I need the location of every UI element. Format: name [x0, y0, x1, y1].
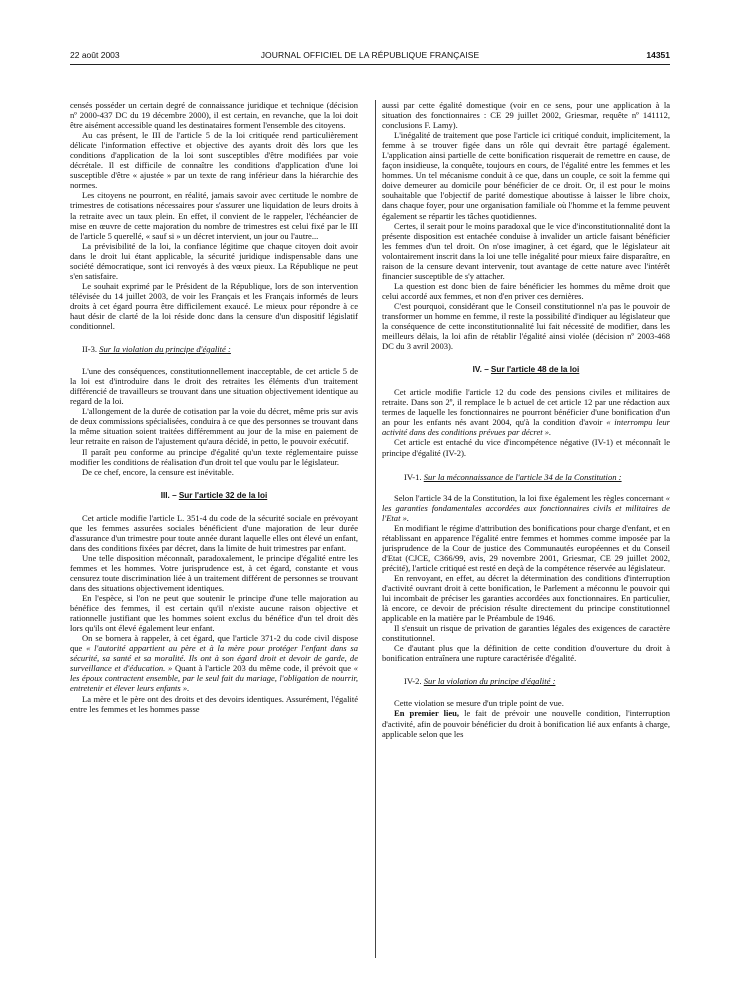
paragraph: censés posséder un certain degré de connaissance juridique et technique (décision nº 2000-437 DC du 19 décembre 2000), il est certain, en revanche, que la loi doit être aisément accessible quand les destinataires forment l'ensemble des citoyens. — [70, 100, 358, 131]
quote: « l'autorité appartient au père et à la mère pour protéger l'enfant dans sa sécurité, sa santé et sa moralité. Ils ont à son égard droit et devoir de garde, de surveillance et d'éducation. » — [70, 643, 358, 674]
paragraph: aussi par cette égalité domestique (voir en ce sens, pour une application à la situation des fonctionnaires : CE 29 juillet 2002, Griesmar, requête nº 141112, conclusions F. Lamy). — [382, 100, 670, 131]
paragraph: En modifiant le régime d'attribution des bonifications pour charge d'enfant, et en rétablissant en apparence l'égalité entre femmes et hommes comme imposée par la jurisprudence de la Cour de justice des Communautés européennes et du Conseil d'Etat (CJCE, C366/99, avis, 29 novembre 2001, Griesmar, CE 29 juillet 2002, précité), l'article critiqué est resté en deçà de la compétence réservée au législateur. — [382, 522, 670, 573]
section-number: IV. – — [472, 365, 489, 375]
left-column — [70, 100, 358, 960]
paragraph: La prévisibilité de la loi, la confiance légitime que chaque citoyen doit avoir dans le droit lui étant applicable, la sécurité juridique indispensable dans une société démocratique, sont ici renvoyés à des vœux pieux. La République ne peut s'en satisfaire. — [70, 240, 358, 281]
paragraph: L'une des conséquences, constitutionnellement inacceptable, de cet article 5 de la loi est d'introduire dans le droit des retraites les éléments d'un traitement différencié de travailleurs se trouvant dans une situation objectivement identique au regard de la loi. — [70, 366, 358, 407]
quote: « les époux contractent ensemble, par le seul fait du mariage, l'obligation de nourrir, entretenir et élever leurs enfants ». — [70, 663, 358, 694]
paragraph: En renvoyant, en effet, au décret la détermination des conditions d'interruption d'activité ouvrant droit à cette bonification, le Parlement a méconnu le pouvoir qui lui incombait de préciser les garanties accordées aux fonctionnaires. En particulier, là encore, ce devoir de précision résulte directement du principe constitutionnel applicable en la matière par le Préambule de 1946. — [382, 572, 670, 624]
paragraph: Les citoyens ne pourront, en réalité, jamais savoir avec certitude le nombre de trimestres de cotisations nécessaires pour s'assurer une liquidation de leurs droits à la retraite avec un taux plein. En effet, il convient de le rappeler, l'échéancier de mise en œuvre de cette majoration du nombre de trimestres est celui fixé par le III de l'article 5 querellé, « sauf si » un décret intervient, un jour ou l'autre... — [70, 190, 358, 241]
section-heading-ii3 — [70, 344, 358, 354]
paragraph: C'est pourquoi, considérant que le Conseil constitutionnel n'a pas le pouvoir de transformer un homme en femme, il reste la possibilité d'indiquer au législateur que la conséquence de cette inconstitutionnalité lui fait nécessité de modifier, dans les meilleurs délais, la loi afin de rétablir l'égalité ainsi violée (décision nº 2003-468 DC du 3 avril 2003). — [382, 300, 670, 352]
section-heading-iii — [70, 490, 358, 501]
section-number: II-3. — [82, 344, 98, 355]
paragraph: De ce chef, encore, la censure est inévitable. — [82, 466, 234, 477]
header-page-number: 14351 — [646, 50, 670, 60]
header-journal-title: JOURNAL OFFICIEL DE LA RÉPUBLIQUE FRANÇAISE — [260, 50, 480, 60]
section-heading-iv2 — [382, 676, 670, 686]
paragraph: Le souhait exprimé par le Président de la République, lors de son intervention télévisée du 14 juillet 2003, de voir les Français et les Français informés de leurs droits à cet égard pourra être difficilement exaucé. Le mieux pour répondre à ce haut désir de clarté de la loi réside donc dans la censure d'un dispositif législatif conditionnel. — [70, 280, 358, 332]
paragraph: En l'espèce, si l'on ne peut que soutenir le principe d'une telle majoration au bénéfice des femmes, il est certain qu'il n'existe aucune raison objective et rationnelle justifiant que les hommes soient exclus du bénéfice d'un tel droit dès lors qu'ils ont élevé également leur enfant. — [70, 593, 358, 634]
section-number: III. – — [160, 490, 177, 500]
paragraph: L'allongement de la durée de cotisation par la voie du décret, même pris sur avis de deux commissions spécialisées, conduira à ce que des personnes se trouvant dans la même situation soient traitées différemment au jour de la mise en paiement de leur retraite en raison de l'ajustement qu'aura décidé, in petto, le pouvoir exécutif. — [70, 406, 358, 447]
paragraph — [70, 633, 358, 693]
paragraph: Cette violation se mesure d'un triple point de vue. — [394, 698, 564, 709]
paragraph: Certes, il serait pour le moins paradoxal que le vice d'inconstitutionnalité dont la présente disposition est entachée conduise à invalider un article faisant bénéficier les femmes d'un tel droit. On n'ose imaginer, à cet égard, que le législateur ait volontairement inscrit dans la loi une telle inégalité pour mieux faire disparaître, en raison de la censure devant intervenir, tout avantage de cette nature avec l'intérêt financier susceptible de s'y attacher. — [382, 220, 670, 281]
paragraph: Cet article est entaché du vice d'incompétence négative (IV-1) et méconnaît le principe d'égalité (IV-2). — [382, 437, 670, 458]
page-header — [70, 50, 670, 64]
right-column — [382, 100, 670, 960]
section-heading-iv1 — [382, 472, 670, 482]
quote: « interrompu leur activité dans des conditions prévues par décret ». — [382, 417, 670, 438]
paragraph — [382, 387, 670, 437]
section-title: Sur l'article 48 de la loi — [490, 365, 580, 375]
text-run: On se bornera à rappeler, à cet égard, que l'article 371-2 du code civil dispose que — [70, 633, 358, 654]
paragraph: Il s'ensuit un risque de privation de garanties légales des exigences de caractère constitutionnel. — [382, 623, 670, 644]
section-title: Sur la violation du principe d'égalité : — [423, 676, 556, 687]
paragraph: Une telle disposition méconnaît, paradoxalement, le principe d'égalité entre les femmes et les hommes. Votre jurisprudence est, à cet égard, constante et vous censurez toute discrimination liée à un traitement différent de personnes se trouvant dans des situations objectivement identiques. — [70, 552, 358, 594]
text-run: Quant à l'article 203 du même code, il prévoit que — [172, 663, 354, 674]
text-run: Selon l'article 34 de la Constitution, la loi fixe également les règles concernant — [394, 492, 666, 503]
section-title: Sur la méconnaissance de l'article 34 de la Constitution : — [423, 471, 622, 482]
section-heading-iv — [382, 364, 670, 375]
paragraph: Cet article modifie l'article L. 351-4 du code de la sécurité sociale en prévoyant que les femmes assurées sociales bénéficient d'une majoration de leur durée d'assurance d'un trimestre pour toute année durant laquelle elles ont élevé un enfant, dans des conditions fixées par décret, dans la limite de huit trimestres par enfant. — [70, 512, 358, 553]
section-number: IV-2. — [404, 676, 422, 687]
paragraph: L'inégalité de traitement que pose l'article ici critiqué conduit, implicitement, la femme à se trouver figée dans un rôle qui devrait être partagé également. L'application ainsi partielle de cette bonification risquerait de remettre en cause, de façon insidieuse, la conquête, toujours en cours, de l'égalité entre les femmes et les hommes. Un tel mécanisme conduit à ce que, dans un couple, ce soit la femme qui doive demeurer au domicile pour bénéficier de ce droit. Or, il est pour le moins souhaitable que l'objectif de parité domestique aboutisse à laisser le libre choix, dans chaque foyer, pour une organisation familiale où l'homme et la femme peuvent également se répartir les tâches quotidiennes. — [382, 130, 670, 221]
paragraph — [382, 493, 670, 523]
header-rule — [70, 64, 670, 65]
section-title: Sur la violation du principe d'égalité : — [99, 344, 231, 355]
header-date: 22 août 2003 — [70, 50, 120, 60]
section-title: Sur l'article 32 de la loi — [178, 490, 268, 500]
paragraph: La question est donc bien de faire bénéficier les hommes du même droit que celui accordé aux femmes, et non d'en priver ces dernières. — [382, 280, 670, 301]
paragraph: Il paraît peu conforme au principe d'égalité qu'un texte réglementaire puisse modifier les conditions de réalisation d'un droit tel que voulu par le législateur. — [70, 446, 358, 467]
emphasis: En premier lieu, — [394, 708, 460, 719]
section-number: IV-1. — [404, 471, 422, 482]
column-divider — [375, 100, 376, 958]
paragraph: La mère et le père ont des droits et des devoirs identiques. Assurément, l'égalité entre les femmes et les hommes passe — [70, 693, 358, 714]
paragraph: Au cas présent, le III de l'article 5 de la loi critiquée rend particulièrement délicate l'information effective et objective des ayants droit dès lors que les conditions d'application de la loi sont susceptibles d'être modifiées par voie décrétale. Il est difficile de connaître les conditions d'application d'une loi susceptible d'être « ajustée » par un texte de rang inférieur dans la hiérarchie des normes. — [70, 130, 358, 191]
paragraph: Ce d'autant plus que la définition de cette condition d'ouverture du droit à bonification entraînera une rupture caractérisée d'égalité. — [382, 643, 670, 664]
text-run: Cet article modifie l'article 12 du code des pensions civiles et militaires de retraite. Dans son 2º, il remplace le b actuel de cet article 12 par une rédaction aux termes de laquelle les fonctionnaires ne pourront bénéficier d'une bonification d'un an pour les enfants nés avant 2004, qu'à la condition d'avoir — [382, 387, 670, 428]
quote: « les garanties fondamentales accordées aux fonctionnaires civils et militaires de l'Etat ». — [382, 492, 670, 523]
paragraph — [382, 708, 670, 738]
text-run: le fait de prévoir une nouvelle condition, l'interruption d'activité, afin de pouvoir bénéficier du droit à bonification lié aux enfants à charge, applicable selon que les — [382, 708, 670, 739]
